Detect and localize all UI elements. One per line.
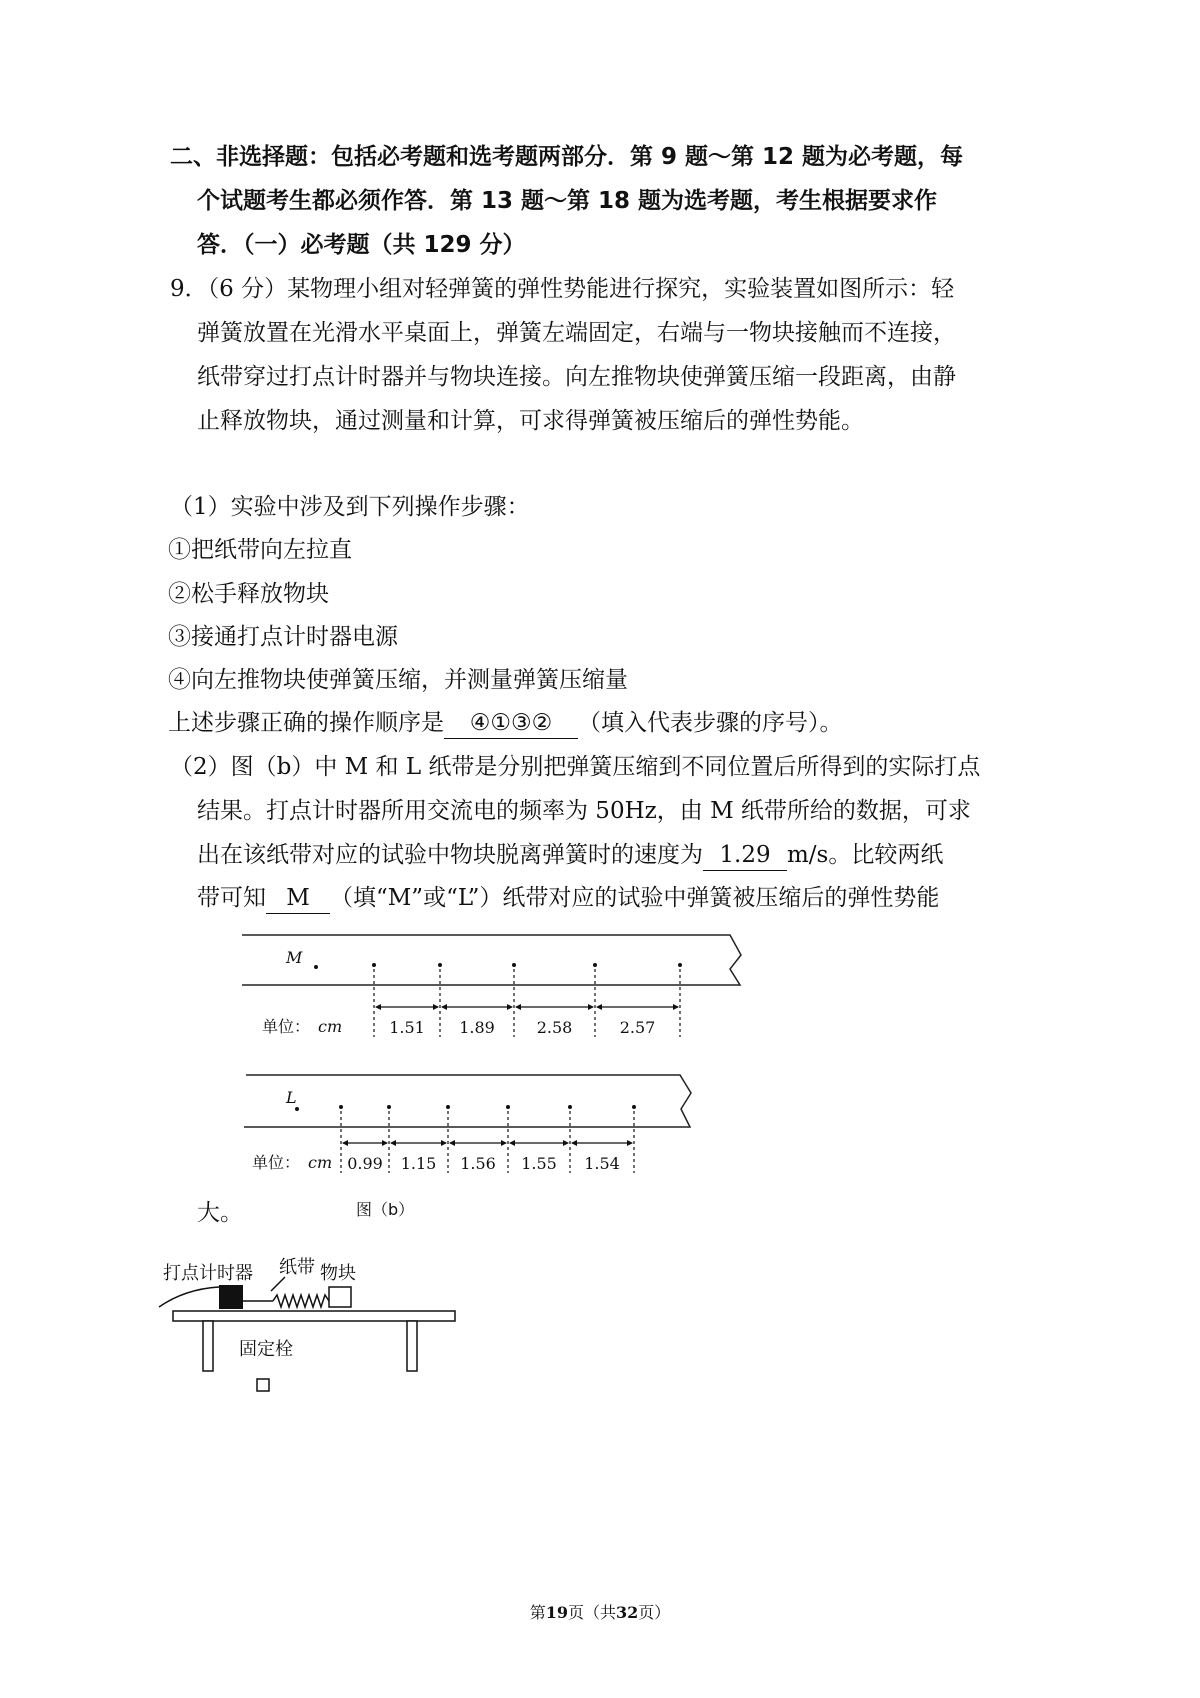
- arrow-right-0: [382, 1140, 388, 1146]
- tape-label: 纸带: [279, 1257, 315, 1278]
- timer-label: 打点计时器: [163, 1263, 253, 1284]
- tape-lead-line: [159, 1287, 219, 1307]
- block-label: 物块: [320, 1263, 356, 1284]
- arrow-right-3: [563, 1140, 569, 1146]
- tape-m-unit-label: 单位：: [262, 1017, 311, 1036]
- arrow-right-4: [627, 1140, 633, 1146]
- apparatus-figure: [155, 1255, 475, 1405]
- arrow-left-3: [596, 1004, 602, 1010]
- figure-b-caption: 图（b）: [356, 1200, 415, 1219]
- distance-label-1: 1.89: [459, 1018, 495, 1037]
- page-footer: [0, 1600, 1200, 1623]
- arrow-left-1: [390, 1140, 396, 1146]
- arrow-left-4: [571, 1140, 577, 1146]
- part2-line-4: [197, 883, 939, 914]
- arrow-right-1: [507, 1004, 513, 1010]
- tape-m-outline: [242, 935, 741, 985]
- tape-dot-3: [506, 1105, 510, 1109]
- tape-answer: M: [266, 883, 330, 914]
- arrow-left-2: [449, 1140, 455, 1146]
- order-line: [168, 708, 843, 739]
- distance-label-0: 1.51: [389, 1018, 425, 1037]
- distance-label-1: 1.15: [400, 1154, 437, 1173]
- step-3: ③接通打点计时器电源: [168, 624, 398, 650]
- speed-suffix: m/s。比较两纸: [787, 842, 944, 868]
- part2-line-3: [197, 840, 943, 871]
- tape-m-label: M: [286, 948, 303, 967]
- tape-dot-0: [372, 963, 376, 967]
- tape-prefix: 带可知: [197, 885, 266, 911]
- arrow-left-0: [342, 1140, 348, 1146]
- tape-dot-1: [387, 1105, 391, 1109]
- step-4: ④向左推物块使弹簧压缩，并测量弹簧压缩量: [168, 667, 628, 693]
- tape-start-dot: [295, 1107, 299, 1111]
- tape-pointer: [271, 1277, 285, 1291]
- speed-answer: 1.29: [703, 840, 787, 871]
- question-line-4: 止释放物块，通过测量和计算，可求得弹簧被压缩后的弹性势能。: [197, 408, 864, 434]
- tape-start-dot: [314, 965, 318, 969]
- order-suffix: （填入代表步骤的序号）。: [578, 710, 843, 736]
- tape-dot-4: [678, 963, 682, 967]
- tape-dot-1: [438, 963, 442, 967]
- distance-label-0: 0.99: [347, 1154, 383, 1173]
- step-1: ①把纸带向左拉直: [168, 537, 352, 563]
- part2-line-2: 结果。打点计时器所用交流电的频率为 50Hz，由 M 纸带所给的数据，可求: [197, 798, 971, 824]
- tape-l-unit: cm: [308, 1153, 333, 1172]
- order-prefix: 上述步骤正确的操作顺序是: [168, 710, 444, 736]
- block: [329, 1287, 351, 1307]
- tape-dot-2: [512, 963, 516, 967]
- part2-line-5: 大。: [197, 1200, 243, 1226]
- table-leg-right: [407, 1321, 417, 1371]
- question-line-1: 9．（6 分）某物理小组对轻弹簧的弹性势能进行探究，实验装置如图所示：轻: [170, 276, 955, 302]
- peg-label: 固定栓: [239, 1339, 293, 1360]
- arrow-right-3: [673, 1004, 679, 1010]
- tape-l-label: L: [286, 1088, 297, 1107]
- arrow-right-2: [501, 1140, 507, 1146]
- step-2: ②松手释放物块: [168, 581, 329, 607]
- footer-page: 19: [545, 1603, 568, 1622]
- section-heading-line-1: 二、非选择题：包括必考题和选考题两部分．第 9 题～第 12 题为必考题，每: [170, 144, 964, 170]
- part1-intro: （1）实验中涉及到下列操作步骤：: [170, 494, 530, 520]
- distance-label-2: 2.58: [536, 1018, 573, 1037]
- spring: [273, 1295, 329, 1307]
- tape-suffix: （填“M”或“L”）纸带对应的试验中弹簧被压缩后的弹性势能: [330, 885, 940, 911]
- small-square: [257, 1379, 269, 1391]
- arrow-right-1: [441, 1140, 447, 1146]
- question-line-3: 纸带穿过打点计时器并与物块连接。向左推物块使弹簧压缩一段距离，由静: [197, 364, 956, 390]
- tape-dot-0: [339, 1105, 343, 1109]
- order-answer: ④①③②: [444, 708, 578, 739]
- distance-label-3: 2.57: [619, 1018, 656, 1037]
- part2-line-1: （2）图（b）中 M 和 L 纸带是分别把弹簧压缩到不同位置后所得到的实际打点: [170, 754, 981, 780]
- figure-b: [238, 925, 758, 1225]
- arrow-left-1: [441, 1004, 447, 1010]
- section-heading-line-3: 答．（一）必考题（共 129 分）: [197, 232, 526, 258]
- distance-label-3: 1.55: [521, 1154, 557, 1173]
- arrow-right-2: [588, 1004, 594, 1010]
- section-heading-line-2: 个试题考生都必须作答．第 13 题～第 18 题为选考题，考生根据要求作: [197, 188, 938, 214]
- footer-prefix: 第: [529, 1603, 546, 1622]
- tape-m-unit: cm: [318, 1017, 343, 1036]
- tape-dot-4: [568, 1105, 572, 1109]
- distance-label-2: 1.56: [460, 1154, 496, 1173]
- footer-middle: 页（共: [567, 1603, 616, 1622]
- tape-dot-2: [446, 1105, 450, 1109]
- tape-dot-3: [593, 963, 597, 967]
- table-leg-left: [203, 1321, 213, 1371]
- footer-total: 32: [616, 1603, 639, 1622]
- distance-label-4: 1.54: [584, 1154, 620, 1173]
- tape-l-outline: [244, 1075, 691, 1127]
- footer-suffix: 页）: [638, 1603, 671, 1622]
- question-line-2: 弹簧放置在光滑水平桌面上，弹簧左端固定，右端与一物块接触而不连接，: [197, 320, 956, 346]
- tape-dot-5: [632, 1105, 636, 1109]
- table-top: [173, 1311, 455, 1321]
- tape-l-unit-label: 单位：: [252, 1153, 301, 1172]
- timer-block: [219, 1285, 243, 1309]
- arrow-left-2: [515, 1004, 521, 1010]
- speed-prefix: 出在该纸带对应的试验中物块脱离弹簧时的速度为: [197, 842, 703, 868]
- arrow-right-0: [433, 1004, 439, 1010]
- arrow-left-3: [509, 1140, 515, 1146]
- arrow-left-0: [375, 1004, 381, 1010]
